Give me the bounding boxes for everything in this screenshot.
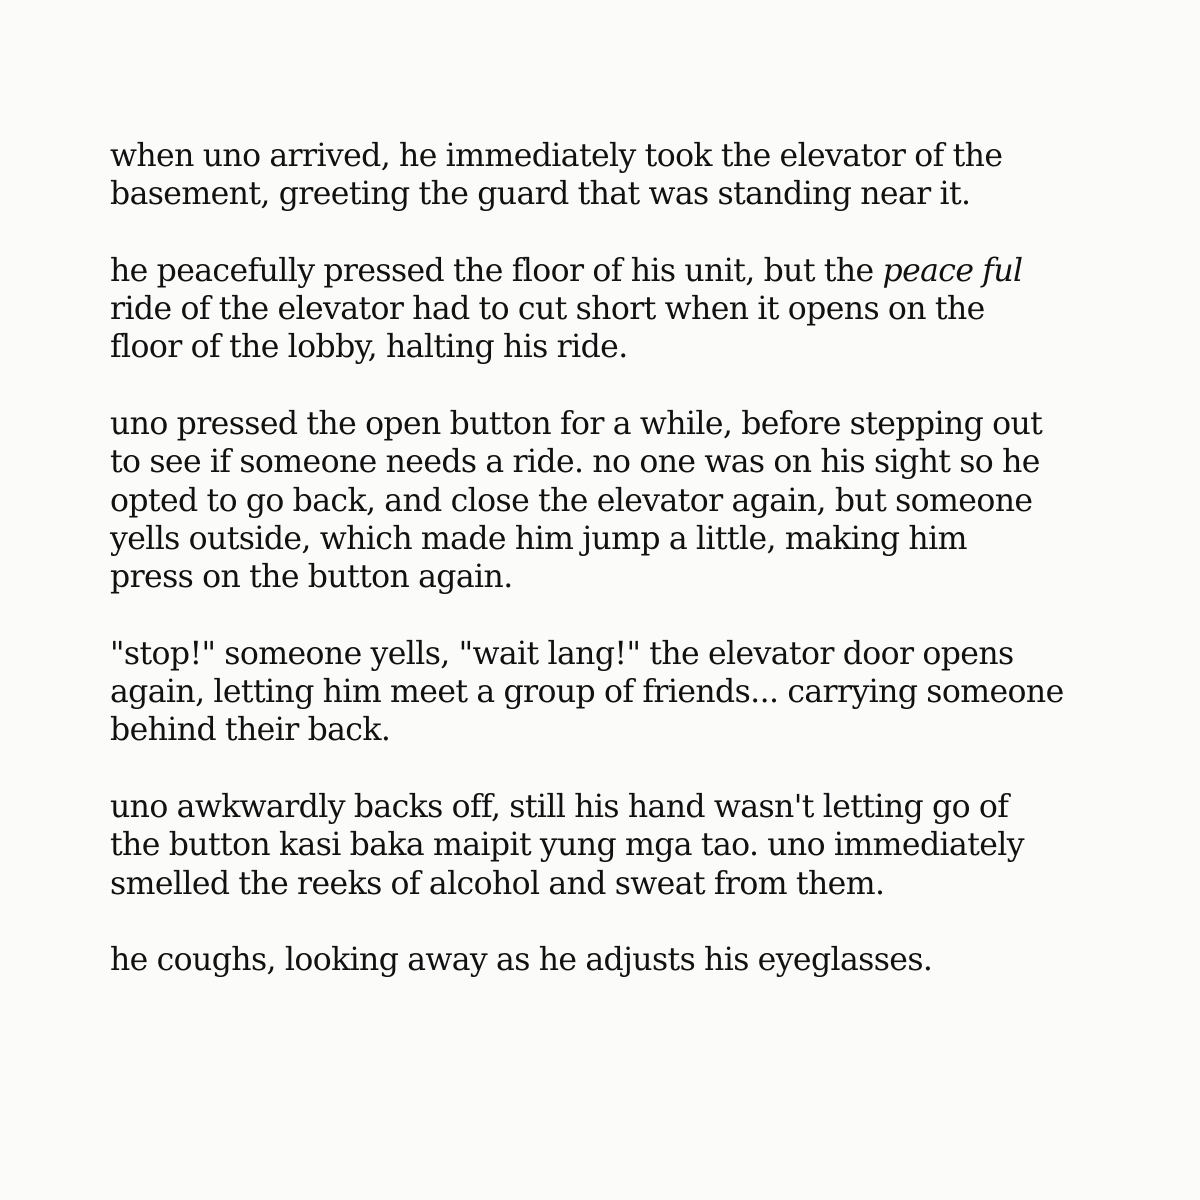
text-line: to see if someone needs a ride. no one was on his sight so he <box>110 444 1040 481</box>
text-line: basement, greeting the guard that was standing near it. <box>110 176 971 213</box>
paragraph-3 <box>110 405 1150 596</box>
paragraph-1 <box>110 137 1150 214</box>
text-line: smelled the reeks of alcohol and sweat from them. <box>110 865 885 902</box>
text-line: the button kasi baka maipit yung mga tao. uno immediately <box>110 827 1024 864</box>
paragraph-2 <box>110 252 1150 367</box>
paragraph-4 <box>110 635 1150 750</box>
text-line: he coughs, looking away as he adjusts his eyeglasses. <box>110 942 933 979</box>
text-line: uno awkwardly backs off, still his hand wasn't letting go of <box>110 789 1009 826</box>
text-line: behind their back. <box>110 712 391 749</box>
text-segment: he peacefully pressed the floor of his unit, but the <box>110 252 883 289</box>
text-line: floor of the lobby, halting his ride. <box>110 329 628 366</box>
italic-emphasis: peace ful <box>882 252 1023 289</box>
text-line: yells outside, which made him jump a little, making him <box>110 520 967 557</box>
paragraph-5 <box>110 788 1150 903</box>
text-line: press on the button again. <box>110 559 513 596</box>
text-line: again, letting him meet a group of friends... carrying someone <box>110 674 1064 711</box>
text-line: uno pressed the open button for a while, before stepping out <box>110 406 1043 443</box>
text-line: opted to go back, and close the elevator again, but someone <box>110 482 1033 519</box>
paragraph-6 <box>110 941 1150 979</box>
text-line: "stop!" someone yells, "wait lang!" the elevator door opens <box>110 635 1014 672</box>
text-line <box>110 252 1150 290</box>
text-line: ride of the elevator had to cut short when it opens on the <box>110 291 985 328</box>
story-text <box>110 137 1150 1018</box>
text-line: when uno arrived, he immediately took the elevator of the <box>110 138 1003 174</box>
